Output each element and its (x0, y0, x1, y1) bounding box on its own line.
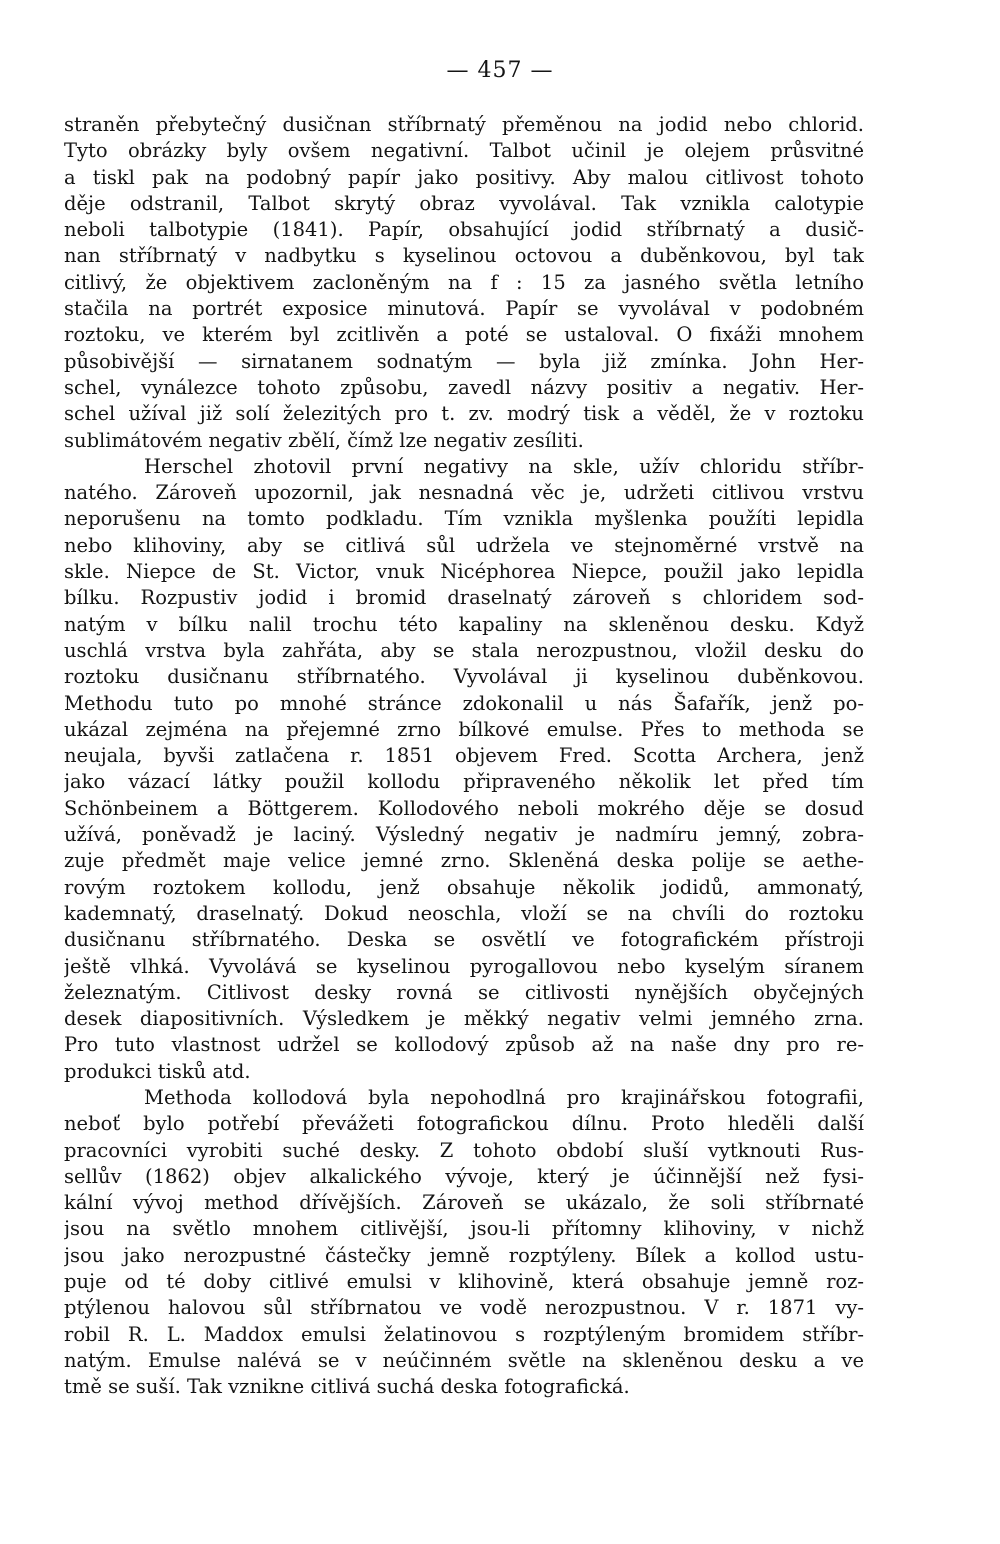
text-line: působivější — sirnatanem sodnatým — byla již zmínka. John Her- (64, 349, 864, 373)
text-line: robil R. L. Maddox emulsi želatinovou s rozptýleným bromidem stříbr- (64, 1322, 864, 1346)
paragraph (64, 454, 864, 1085)
text-line: sellův (1862) objev alkalického vývoje, který je účinnější než fysi- (64, 1164, 864, 1188)
text-line: neboť bylo potřebí převážeti fotografickou dílnu. Proto hleděli další (64, 1112, 864, 1136)
text-line: skle. Niepce de St. Victor, vnuk Nicéphorea Niepce, použil jako lepidla (64, 560, 864, 584)
text-line: železnatým. Citlivost desky rovná se citlivosti nynějších obyčejných (64, 980, 864, 1004)
text-line: užívá, poněvadž je laciný. Výsledný negativ je nadmíru jemný, zobra- (64, 823, 864, 847)
text-line: uschlá vrstva byla zahřáta, aby se stala nerozpustnou, vložil desku do (64, 638, 864, 662)
text-line: Tyto obrázky byly ovšem negativní. Talbot učinil je olejem průsvitné (64, 139, 864, 163)
text-line: děje odstranil, Talbot skrytý obraz vyvolával. Tak vznikla calotypie (64, 191, 864, 215)
text-line: rovým roztokem kollodu, jenž obsahuje několik jodidů, ammonatý, (64, 875, 864, 899)
text-line: natým. Emulse nalévá se v neúčinném světle na skleněnou desku a ve (64, 1348, 864, 1372)
text-line: nan stříbrnatý v nadbytku s kyselinou octovou a duběnkovou, byl tak (64, 244, 864, 268)
text-line: roztoku dusičnanu stříbrnatého. Vyvolával ji kyselinou duběnkovou. (64, 665, 864, 689)
text-line: zuje předmět maje velice jemné zrno. Skleněná deska polije se aethe- (64, 849, 864, 873)
text-line: pracovníci vyrobiti suché desky. Z tohoto období sluší vytknouti Rus- (64, 1138, 864, 1162)
text-line: tmě se suší. Tak vznikne citlivá suchá deska fotografická. (64, 1375, 630, 1399)
text-line: jsou na světlo mnohem citlivější, jsou-li přítomny klihoviny, v nichž (64, 1217, 864, 1241)
text-line: dusičnanu stříbrnatého. Deska se osvětlí ve fotografickém přístroji (64, 928, 864, 952)
text-line: a tiskl pak na podobný papír jako positivy. Aby malou citlivost tohoto (64, 165, 864, 189)
text-line: schel, vynálezce tohoto způsobu, zavedl názvy positiv a negativ. Her- (64, 375, 864, 399)
text-line: straněn přebytečný dusičnan stříbrnatý přeměnou na jodid nebo chlorid. (64, 113, 864, 136)
text-line: neboli talbotypie (1841). Papír, obsahující jodid stříbrnatý a dusič- (64, 218, 864, 242)
text-line: Pro tuto vlastnost udržel se kollodový způsob až na naše dny pro re- (64, 1033, 864, 1057)
paragraph (64, 112, 864, 454)
text-line: nebo klihoviny, aby se citlivá sůl udržela ve stejnoměrné vrstvě na (64, 533, 864, 557)
text-line: kální vývoj method dřívějších. Zároveň se ukázalo, že soli stříbrnaté (64, 1191, 864, 1215)
text-line: Methoda kollodová byla nepohodlná pro krajinářskou fotografii, (144, 1085, 864, 1109)
text-line: schel užíval již solí železitých pro t. zv. modrý tisk a věděl, že v roztoku (64, 402, 864, 426)
body-text (64, 112, 864, 1401)
text-line: sublimátovém negativ zbělí, čímž lze negativ zesíliti. (64, 428, 584, 452)
text-line: desek diapositivních. Výsledkem je měkký negativ velmi jemného zrna. (64, 1007, 864, 1031)
text-line: ptýlenou halovou sůl stříbrnatou ve vodě nerozpustnou. V r. 1871 vy- (64, 1296, 864, 1320)
text-line: bílku. Rozpustiv jodid i bromid draselnatý zároveň s chloridem sod- (64, 586, 864, 610)
text-line: neujala, byvši zatlačena r. 1851 objevem Fred. Scotta Archera, jenž (64, 744, 864, 768)
text-line: ještě vlhká. Vyvolává se kyselinou pyrogallovou nebo kyselým síranem (64, 954, 864, 978)
text-line: kademnatý, draselnatý. Dokud neoschla, vloží se na chvíli do roztoku (64, 901, 864, 925)
text-line: jako vázací látky použil kollodu připraveného několik let před tím (64, 770, 864, 794)
text-line: natým v bílku nalil trochu této kapaliny na skleněnou desku. Když (64, 612, 864, 636)
text-line: citlivý, že objektivem zacloněným na f : 15 za jasného světla letního (64, 270, 864, 294)
text-line: roztoku, ve kterém byl zcitlivěn a poté se ustaloval. O fixáži mnohem (64, 323, 864, 347)
page-number: — 457 — (446, 58, 554, 83)
text-line: neporušenu na tomto podkladu. Tím vznikla myšlenka použíti lepidla (64, 507, 864, 531)
text-line: natého. Zároveň upozornil, jak nesnadná věc je, udržeti citlivou vrstvu (64, 481, 864, 505)
text-line: puje od té doby citlivé emulsi v klihovině, která obsahuje jemně roz- (64, 1270, 864, 1294)
text-line: produkci tisků atd. (64, 1059, 251, 1083)
text-line: ukázal zejména na přejemné zrno bílkové emulse. Přes to methoda se (64, 717, 864, 741)
paragraph (64, 1085, 864, 1401)
text-line: Methodu tuto po mnohé stránce zdokonalil u nás Šafařík, jenž po- (64, 691, 864, 715)
text-line: Herschel zhotovil první negativy na skle, užív chloridu stříbr- (144, 454, 864, 478)
text-line: jsou jako nerozpustné částečky jemně rozptýleny. Bílek a kollod ustu- (64, 1243, 864, 1267)
text-line: Schönbeinem a Böttgerem. Kollodového neboli mokrého děje se dosud (64, 796, 864, 820)
text-line: stačila na portrét exposice minutová. Papír se vyvolával v podobném (64, 297, 864, 321)
